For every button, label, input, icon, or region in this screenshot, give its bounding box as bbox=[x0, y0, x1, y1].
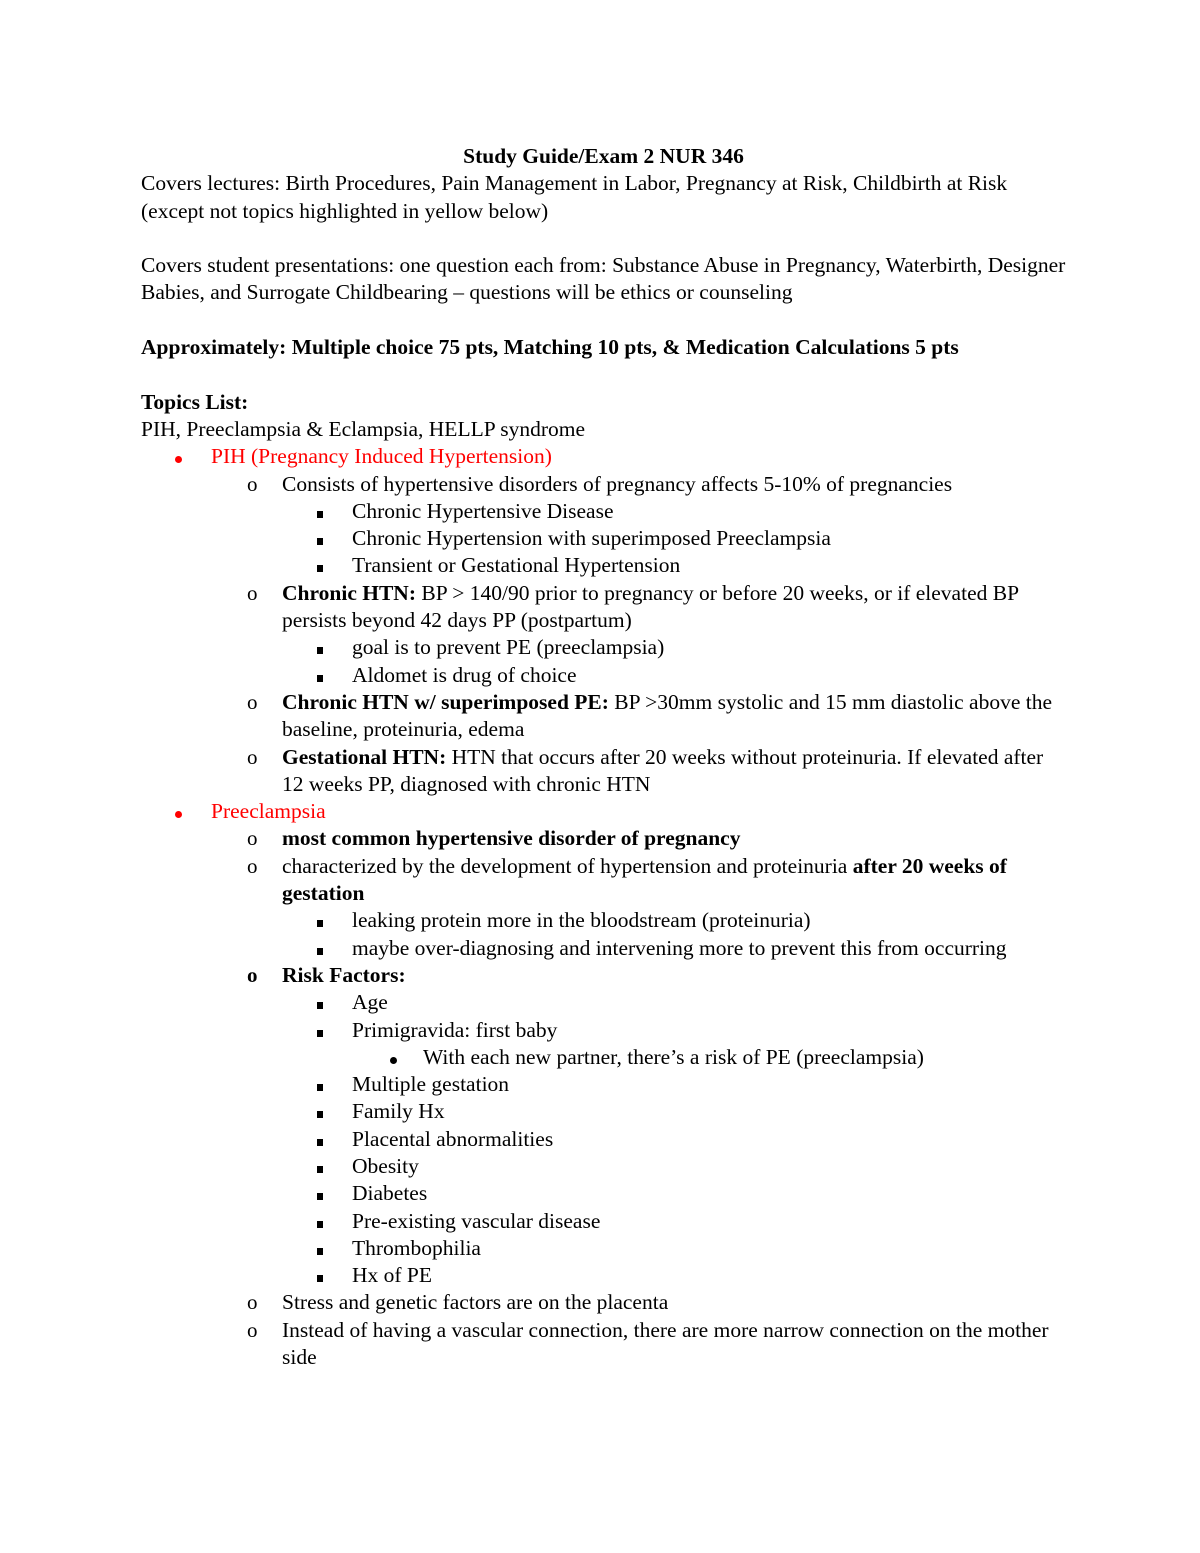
intro-lectures: Covers lectures: Birth Procedures, Pain Management in Labor, Pregnancy at Risk, Childbirth at Risk (except not topics highlighted in yellow below) bbox=[141, 171, 1008, 223]
circle-bullet-icon: o bbox=[247, 1290, 258, 1315]
list-item: With each new partner, there’s a risk of PE (preeclampsia) bbox=[141, 1044, 1066, 1071]
intro-presentations: Covers student presentations: one question each from: Substance Abuse in Pregnancy, Waterbirth, Designer Babies, and Surrogate Childbearing – questions will be ethics or counseling bbox=[141, 253, 1066, 305]
topics-heading: Topics List: bbox=[141, 389, 249, 414]
circle-bullet-icon: o bbox=[247, 962, 258, 987]
list-item: Family Hx bbox=[141, 1098, 1066, 1125]
list-item: o Consists of hypertensive disorders of pregnancy affects 5-10% of pregnancies bbox=[141, 471, 1066, 498]
circle-bullet-icon: o bbox=[247, 689, 258, 714]
list-item: o characterized by the development of hypertension and proteinuria after 20 weeks of gestation bbox=[247, 853, 1007, 906]
list-item: Transient or Gestational Hypertension bbox=[141, 552, 1066, 579]
list-item: o Stress and genetic factors are on the placenta bbox=[141, 1289, 1066, 1316]
list-item: Primigravida: first baby bbox=[141, 1017, 1066, 1044]
list-item-pih: PIH (Pregnancy Induced Hypertension) bbox=[141, 443, 1066, 470]
circle-bullet-icon: o bbox=[247, 580, 258, 605]
square-bullet-icon bbox=[317, 1208, 323, 1235]
list-item: maybe over-diagnosing and intervening more to prevent this from occurring bbox=[141, 935, 1066, 962]
point-breakdown: Approximately: Multiple choice 75 pts, Matching 10 pts, & Medication Calculations 5 pts bbox=[141, 335, 959, 360]
square-bullet-icon bbox=[317, 1098, 323, 1125]
list-item: Obesity bbox=[141, 1153, 1066, 1180]
list-item: Multiple gestation bbox=[141, 1071, 1066, 1098]
list-item: Thrombophilia bbox=[141, 1235, 1066, 1262]
list-item: Chronic Hypertension with superimposed Preeclampsia bbox=[141, 525, 1066, 552]
list-item-risk-factors: o Risk Factors: bbox=[141, 962, 1066, 989]
square-bullet-icon bbox=[317, 1017, 323, 1044]
list-item-gestational: o Gestational HTN: HTN that occurs after 20 weeks without proteinuria. If elevated after 12 weeks PP, diagnosed with chronic HTN bbox=[247, 744, 1044, 796]
square-bullet-icon bbox=[317, 907, 323, 934]
list-item: Hx of PE bbox=[141, 1262, 1066, 1289]
square-bullet-icon bbox=[317, 1153, 323, 1180]
list-item: leaking protein more in the bloodstream (proteinuria) bbox=[141, 907, 1066, 934]
document-title: Study Guide/Exam 2 NUR 346 bbox=[463, 144, 744, 168]
list-item: Age bbox=[141, 989, 1066, 1016]
circle-bullet-icon: o bbox=[247, 826, 258, 851]
circle-bullet-icon: o bbox=[247, 744, 258, 769]
list-item: goal is to prevent PE (preeclampsia) bbox=[141, 634, 1066, 661]
square-bullet-icon bbox=[317, 552, 323, 579]
list-item: Pre-existing vascular disease bbox=[141, 1208, 1066, 1235]
square-bullet-icon bbox=[317, 1180, 323, 1207]
square-bullet-icon bbox=[317, 1071, 323, 1098]
square-bullet-icon bbox=[317, 1262, 323, 1289]
square-bullet-icon bbox=[317, 662, 323, 689]
square-bullet-icon bbox=[317, 1235, 323, 1262]
bullet-icon bbox=[390, 1044, 397, 1071]
bullet-icon bbox=[175, 443, 182, 470]
circle-bullet-icon: o bbox=[247, 1317, 258, 1342]
circle-bullet-icon: o bbox=[247, 471, 258, 496]
square-bullet-icon bbox=[317, 989, 323, 1016]
list-item: o most common hypertensive disorder of pregnancy bbox=[141, 825, 1066, 852]
square-bullet-icon bbox=[317, 634, 323, 661]
document-body bbox=[141, 143, 1066, 1371]
square-bullet-icon bbox=[317, 498, 323, 525]
list-item-superimposed: o Chronic HTN w/ superimposed PE: BP >30mm systolic and 15 mm diastolic above the baseline, proteinuria, edema bbox=[247, 689, 1053, 742]
bullet-icon bbox=[175, 798, 182, 825]
outline-list bbox=[141, 443, 1066, 1371]
list-item: Chronic Hypertensive Disease bbox=[141, 498, 1066, 525]
list-item: Aldomet is drug of choice bbox=[141, 662, 1066, 689]
square-bullet-icon bbox=[317, 1126, 323, 1153]
topics-line: PIH, Preeclampsia & Eclampsia, HELLP syndrome bbox=[141, 416, 586, 441]
list-item: o Instead of having a vascular connection, there are more narrow connection on the mother side bbox=[247, 1317, 1049, 1370]
list-item: Placental abnormalities bbox=[141, 1126, 1066, 1153]
list-item: Diabetes bbox=[141, 1180, 1066, 1207]
list-item-preeclampsia: Preeclampsia bbox=[141, 798, 1066, 825]
square-bullet-icon bbox=[317, 935, 323, 962]
square-bullet-icon bbox=[317, 525, 323, 552]
circle-bullet-icon: o bbox=[247, 853, 258, 878]
list-item-chronic-htn: o Chronic HTN: BP > 140/90 prior to pregnancy or before 20 weeks, or if elevated BP persists beyond 42 days PP (postpartum) bbox=[247, 580, 1019, 633]
